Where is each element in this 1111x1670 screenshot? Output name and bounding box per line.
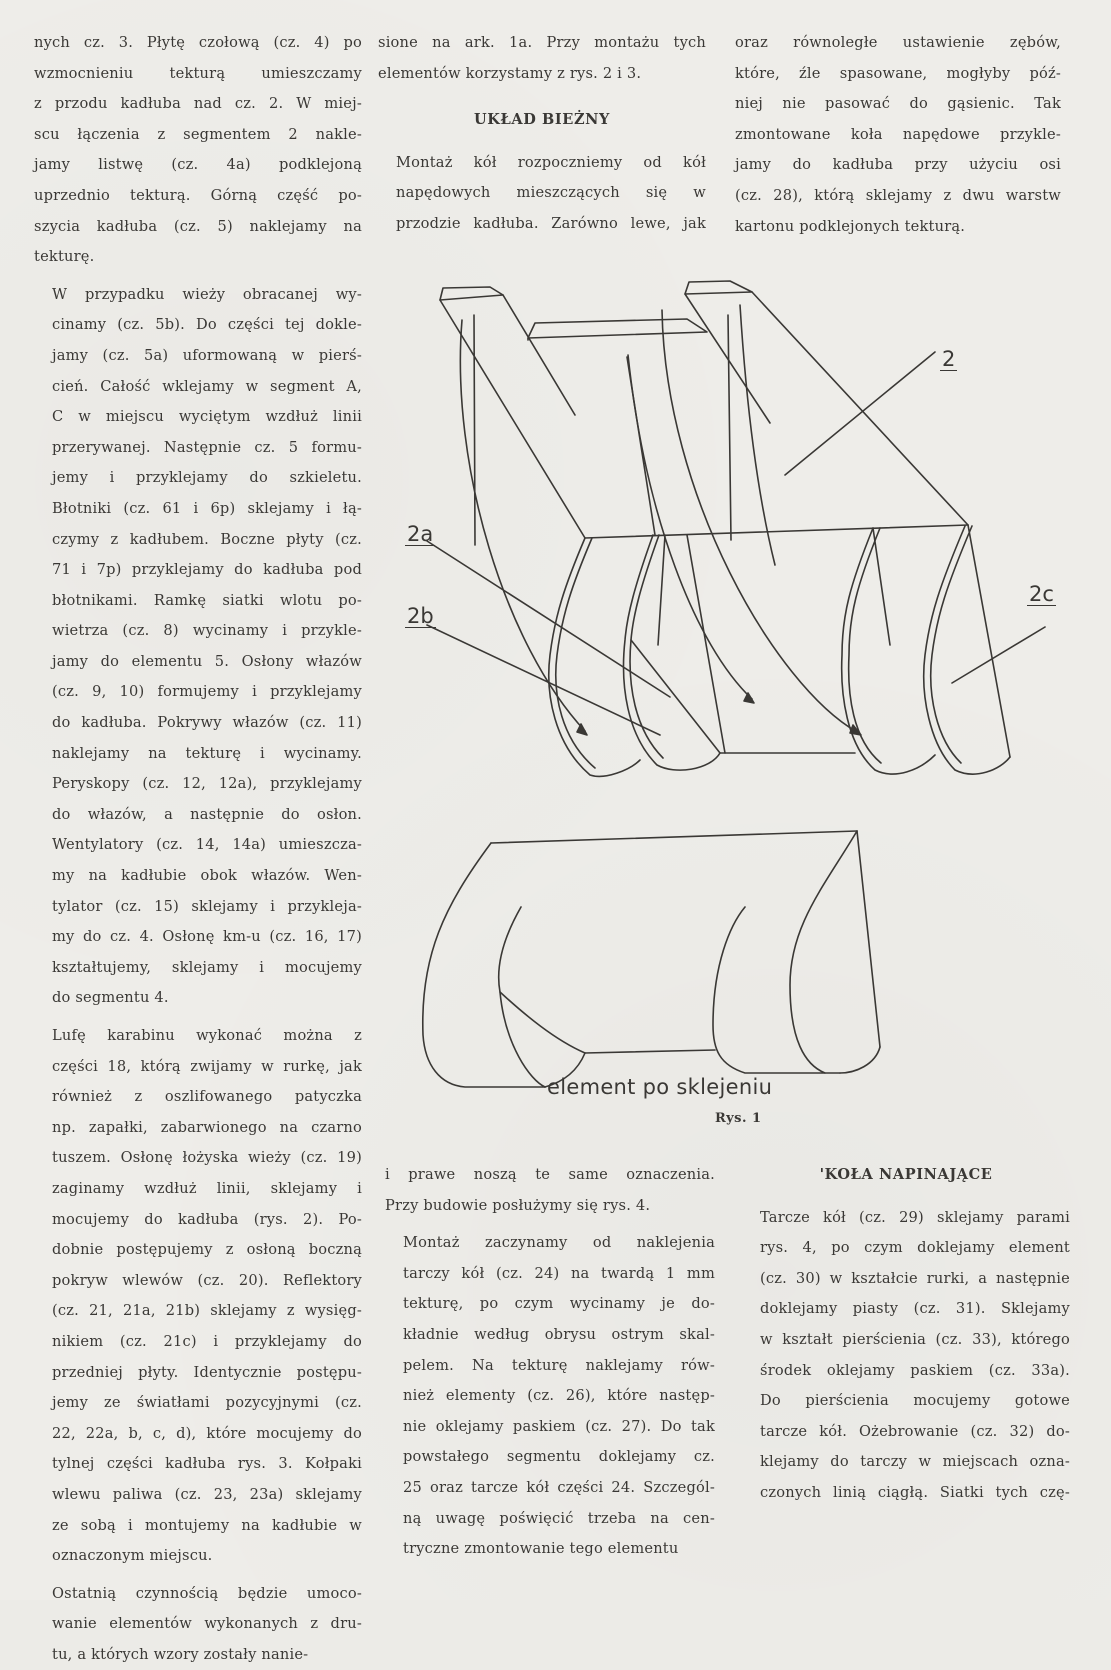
text-line: do włazów, a następnie do osłon. [52, 805, 362, 823]
center-tab [528, 319, 707, 340]
text-line: z przodu kadłuba nad cz. 2. W miej- [34, 95, 362, 113]
text-line: Ostatnią czynnością będzie umoco- [52, 1584, 362, 1602]
text-line: 22, 22a, b, c, d), które mocujemy do [52, 1424, 362, 1442]
text-line: my na kadłubie obok włazów. Wen- [52, 867, 362, 885]
text-line: przodzie kadłuba. Zarówno lewe, jak [396, 214, 706, 232]
text-line: jamy do kadłuba przy użyciu osi [735, 156, 1061, 174]
text-line: pelem. Na tekturę naklejamy rów- [403, 1356, 715, 1374]
label-part-2c: 2c [1029, 582, 1054, 606]
text-line: przerywanej. Następnie cz. 5 formu- [52, 438, 362, 456]
wheel-flaps [549, 525, 1010, 776]
section-heading-uklad-biezny: UKŁAD BIEŻNY [474, 111, 610, 129]
text-line: wietrza (cz. 8) wycinamy i przykle- [52, 622, 362, 640]
text-line: zmontowane koła napędowe przykle- [735, 125, 1061, 143]
text-line: np. zapałki, zabarwionego na czarno [52, 1118, 362, 1136]
text-line: Peryskopy (cz. 12, 12a), przyklejamy [52, 775, 362, 793]
text-line: (cz. 28), którą sklejamy z dwu warstw [735, 186, 1061, 204]
text-line: Do pierścienia mocujemy gotowe [760, 1392, 1070, 1410]
figure-number: Rys. 1 [715, 1111, 762, 1126]
left-column [34, 28, 362, 1670]
text-line: my do cz. 4. Osłonę km-u (cz. 16, 17) [52, 928, 362, 946]
text-line: (cz. 30) w kształcie rurki, a następnie [760, 1269, 1070, 1287]
paragraph [385, 1228, 715, 1565]
text-line: mocujemy do kadłuba (rys. 2). Po- [52, 1210, 362, 1228]
right-top-paragraph [735, 28, 1061, 242]
text-line: kładnie według obrysu ostrym skal- [403, 1325, 715, 1343]
text-line: (cz. 21, 21a, 21b) sklejamy z wysięg- [52, 1302, 362, 1320]
text-line: jamy do elementu 5. Osłony włazów [52, 652, 362, 670]
text-line: rys. 4, po czym doklejamy element [760, 1239, 1070, 1257]
text-line: powstałego segmentu doklejamy cz. [403, 1448, 715, 1466]
paragraph [34, 280, 362, 1014]
text-line: jamy listwę (cz. 4a) podklejoną [34, 156, 362, 174]
text-line: tu, a których wzory zostały nanie- [52, 1645, 309, 1663]
assembly-diagram [395, 265, 1095, 1145]
text-line: nych cz. 3. Płytę czołową (cz. 4) po [34, 34, 362, 51]
text-line: oraz równoległe ustawienie zębów, [735, 34, 1061, 51]
text-line: kształtujemy, sklejamy i mocujemy [52, 958, 362, 976]
text-line: oznaczonym miejscu. [52, 1547, 213, 1565]
figure-caption: element po sklejeniu [547, 1075, 773, 1099]
text-line: w kształt pierścienia (cz. 33), którego [760, 1330, 1070, 1348]
text-line: części 18, którą zwijamy w rurkę, jak [52, 1057, 362, 1075]
text-line: tarcze kół. Ożebrowanie (cz. 32) do- [760, 1422, 1070, 1440]
middle-intro [378, 28, 706, 89]
text-line: tekturę. [34, 248, 95, 266]
text-line: Montaż kół rozpoczniemy od kół [396, 153, 706, 171]
fold-line [728, 315, 731, 540]
text-line: W przypadku wieży obracanej wy- [52, 285, 362, 303]
text-line: tekturę, po czym wycinamy je do- [403, 1295, 715, 1313]
text-line: wlewu paliwa (cz. 23, 23a) sklejamy [52, 1485, 362, 1503]
section-heading-kola-napinajace: 'KOŁA NAPINAJĄCE [819, 1166, 993, 1183]
figure-rys-1 [395, 265, 1095, 1145]
text-line: dobnie postępujemy z osłoną boczną [52, 1241, 362, 1259]
text-line: cinamy (cz. 5b). Do części tej dokle- [52, 316, 362, 334]
text-line: błotnikami. Ramkę siatki wlotu po- [52, 591, 362, 609]
text-line: napędowych mieszczących się w [396, 184, 706, 202]
text-line: klejamy do tarczy w miejscach ozna- [760, 1453, 1070, 1471]
text-line: czonych linią ciągłą. Siatki tych czę- [760, 1483, 1070, 1501]
right-column-top [735, 28, 1061, 242]
text-line: nie oklejamy paskiem (cz. 27). Do tak [403, 1417, 715, 1435]
text-line: naklejamy na tekturę i wycinamy. [52, 744, 362, 762]
label-part-2a: 2a [407, 522, 434, 546]
text-line: kartonu podklejonych tekturą. [735, 217, 966, 235]
right-column-bottom [742, 1160, 1070, 1509]
text-line: zaginamy wzdłuż linii, sklejamy i [52, 1179, 362, 1197]
text-line: jemy i przyklejamy do szkieletu. [52, 469, 362, 487]
text-line: tylator (cz. 15) sklejamy i przykleja- [52, 897, 362, 915]
text-line: pokryw wlewów (cz. 20). Reflektory [52, 1271, 362, 1289]
middle-column-top [378, 28, 706, 240]
text-line: 25 oraz tarcze kół części 24. Szczegól- [403, 1478, 715, 1496]
text-line: uprzednio tekturą. Górną część po- [34, 186, 362, 204]
text-line: Wentylatory (cz. 14, 14a) umieszcza- [52, 836, 362, 854]
fold-arrows [460, 305, 861, 735]
text-line: Lufę karabinu wykonać można z [52, 1027, 362, 1044]
paragraph [34, 28, 362, 273]
text-line: elementów korzystamy z rys. 2 i 3. [378, 64, 642, 82]
text-line: nież elementy (cz. 26), które następ- [403, 1387, 715, 1405]
text-line: tuszem. Osłonę łożyska wieży (cz. 19) [52, 1149, 362, 1167]
text-line: czymy z kadłubem. Boczne płyty (cz. [52, 530, 362, 548]
text-line: szycia kadłuba (cz. 5) naklejamy na [34, 217, 362, 235]
text-line: (cz. 9, 10) formujemy i przyklejamy [52, 683, 362, 701]
text-line: tryczne zmontowanie tego elementu [403, 1540, 679, 1558]
text-line: tylnej części kadłuba rys. 3. Kołpaki [52, 1455, 362, 1473]
paragraph [34, 1021, 362, 1572]
fold-line [474, 315, 475, 545]
text-line: przedniej płyty. Identycznie postępu- [52, 1363, 362, 1381]
right-bottom-paragraph [742, 1203, 1070, 1509]
label-part-2: 2 [942, 347, 956, 371]
text-line: 71 i 7p) przyklejamy do kadłuba pod [52, 561, 362, 579]
text-line: scu łączenia z segmentem 2 nakle- [34, 125, 362, 143]
text-line: środek oklejamy paskiem (cz. 33a). [760, 1361, 1070, 1379]
text-line: jemy ze światłami pozycyjnymi (cz. [52, 1394, 362, 1412]
text-line: ną uwagę poświęcić trzeba na cen- [403, 1509, 715, 1527]
text-line: ze sobą i montujemy na kadłubie w [52, 1516, 362, 1534]
text-line: które, źle spasowane, mogłyby póź- [735, 64, 1061, 82]
label-part-2b: 2b [407, 604, 434, 628]
text-line: do segmentu 4. [52, 989, 169, 1007]
text-line: również z oszlifowanego patyczka [52, 1088, 362, 1106]
text-line: tarczy kół (cz. 24) na twardą 1 mm [403, 1264, 715, 1282]
text-line: wanie elementów wykonanych z dru- [52, 1615, 362, 1633]
middle-column-bottom [385, 1160, 715, 1565]
text-line: doklejamy piasty (cz. 31). Sklejamy [760, 1300, 1070, 1318]
middle-paragraph [378, 148, 706, 240]
paragraph [34, 1579, 362, 1670]
text-line: nikiem (cz. 21c) i przyklejamy do [52, 1332, 362, 1350]
text-line: i prawe noszą te same oznaczenia. [385, 1166, 715, 1183]
text-line: Błotniki (cz. 61 i 6p) sklejamy i łą- [52, 499, 362, 517]
text-line: wzmocnieniu tekturą umieszczamy [34, 64, 362, 82]
text-line: Montaż zaczynamy od naklejenia [403, 1234, 715, 1252]
text-line: cień. Całość wklejamy w segment A, [52, 377, 362, 395]
paragraph [385, 1160, 715, 1221]
front-edge [585, 525, 968, 538]
label-leaders [427, 352, 1045, 735]
text-line: Tarcze kół (cz. 29) sklejamy parami [760, 1208, 1070, 1226]
text-line: do kadłuba. Pokrywy włazów (cz. 11) [52, 714, 362, 732]
text-line: Przy budowie posłużymy się rys. 4. [385, 1196, 651, 1214]
text-line: jamy (cz. 5a) uformowaną w pierś- [52, 346, 362, 364]
text-line: C w miejscu wyciętym wzdłuż linii [52, 408, 362, 426]
glued-element [423, 831, 880, 1087]
text-line: sione na ark. 1a. Przy montażu tych [378, 34, 706, 51]
text-line: niej nie pasować do gąsienic. Tak [735, 95, 1061, 113]
